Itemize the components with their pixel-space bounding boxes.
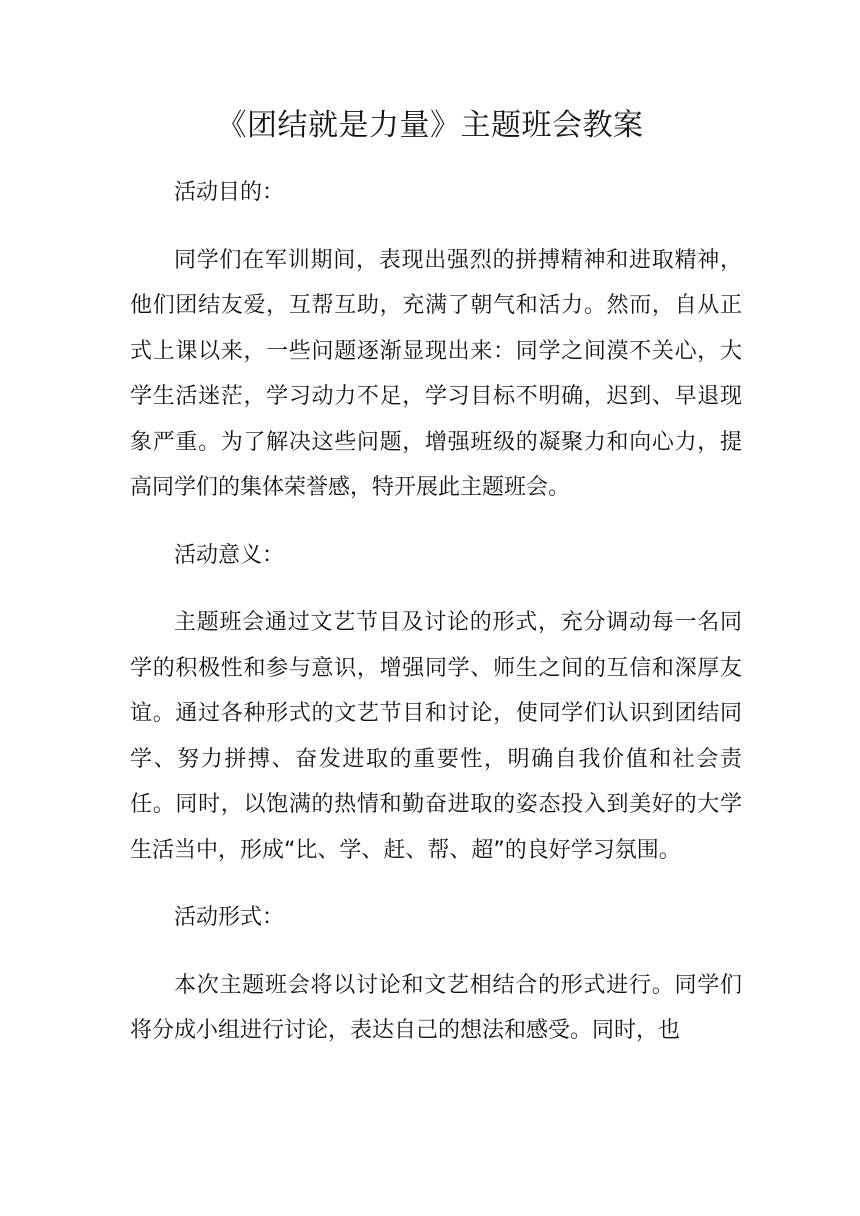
- document-title: 《团结就是力量》主题班会教案: [216, 108, 644, 143]
- section-body-purpose: 同学们在军训期间，表现出强烈的拼搏精神和进取精神，他们团结友爱，互帮互助，充满了朝气和活力。然而，自从正式上课以来，一些问题逐渐显现出来：同学之间漠不关心，大学生活迷茫，学习动力不足，学习目标不明确，迟到、早退现象严重。为了解决这些问题，增强班级的凝聚力和向心力，提高同学们的集体荣誉感，特开展此主题班会。: [130, 247, 742, 500]
- section-heading-significance: 活动意义：: [174, 542, 285, 568]
- section-heading-purpose: 活动目的：: [174, 180, 285, 205]
- section-heading-format: 活动形式：: [174, 905, 285, 930]
- section-body-significance: 主题班会通过文艺节目及讨论的形式，充分调动每一名同学的积极性和参与意识，增强同学、师生之间的互信和深厚友谊。通过各种形式的文艺节目和讨论，使同学们认识到团结同学、努力拼搏、奋发进取的重要性，明确自我价值和社会责任。同时，以饱满的热情和勤奋进取的姿态投入到美好的大学生活当中，形成“比、学、赶、帮、超”的良好学习氛围。: [130, 610, 742, 863]
- document-body: [130, 170, 742, 1076]
- section-body-format: 本次主题班会将以讨论和文艺相结合的形式进行。同学们将分成小组进行讨论，表达自己的想法和感受。同时，也: [130, 972, 742, 1043]
